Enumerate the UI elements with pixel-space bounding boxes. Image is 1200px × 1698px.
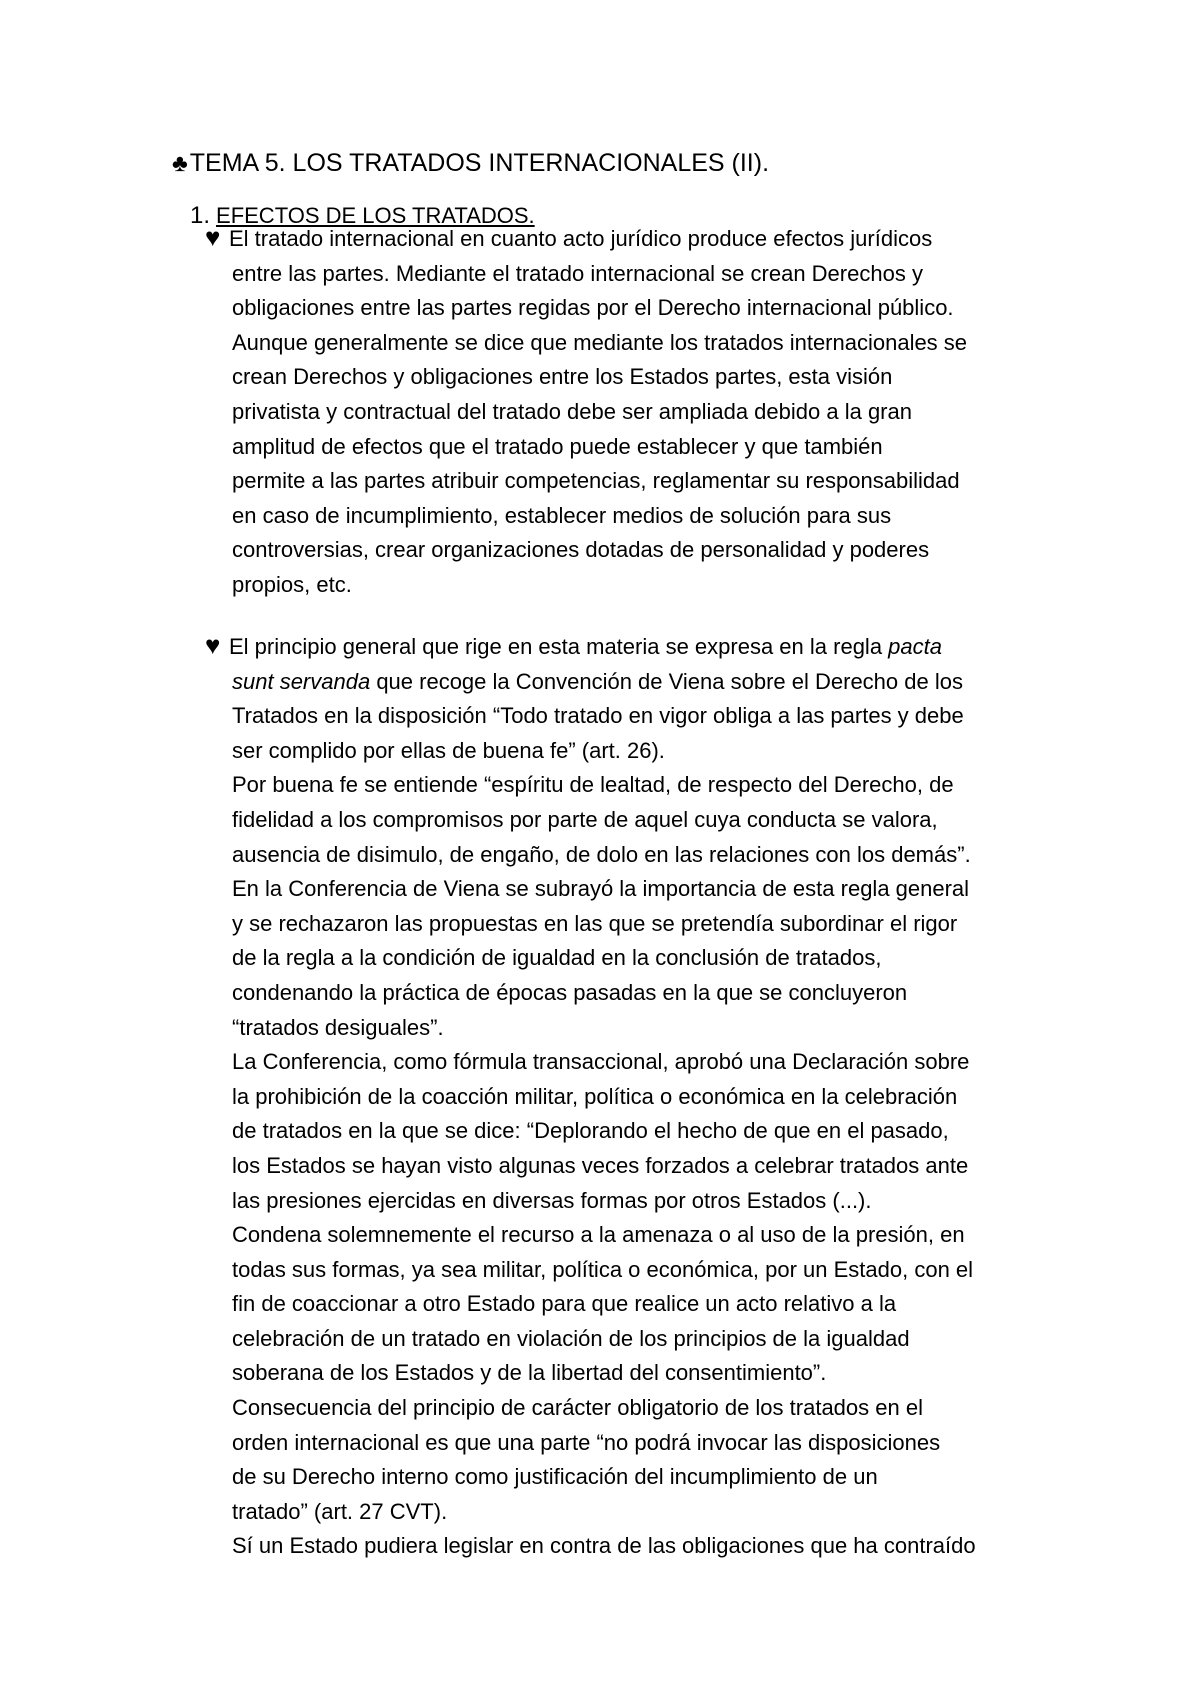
text-line: celebración de un tratado en violación de los principios de la igualdad (232, 1325, 910, 1351)
text-line: tratado” (art. 27 CVT). (232, 1498, 448, 1524)
text-line: controversias, crear organizaciones dotadas de personalidad y poderes (232, 537, 930, 563)
text-line: propios, etc. (232, 571, 352, 597)
title-text: TEMA 5. LOS TRATADOS INTERNACIONALES (II). (189, 149, 770, 177)
text-line: condenando la práctica de épocas pasadas en la que se concluyeron (232, 979, 908, 1005)
text-line: Consecuencia del principio de carácter obligatorio de los tratados en el (232, 1395, 923, 1421)
text-run: que recoge la Convención de Viena sobre el Derecho de los (370, 668, 963, 694)
text-run: El principio general que rige en esta materia se expresa en la regla (229, 634, 889, 659)
text-line: Aunque generalmente se dice que mediante los tratados internacionales se (232, 329, 968, 355)
text-line: soberana de los Estados y de la libertad del consentimiento”. (232, 1360, 827, 1386)
section-number: 1. (190, 202, 211, 229)
text-line: ausencia de disimulo, de engaño, de dolo en las relaciones con los demás”. (232, 841, 971, 867)
text-line: Sí un Estado pudiera legislar en contra de las obligaciones que ha contraído (232, 1533, 976, 1559)
text-line: orden internacional es que una parte “no podrá invocar las disposiciones (232, 1429, 941, 1455)
italic-phrase: sunt servanda (232, 668, 371, 694)
text-line: ser complido por ellas de buena fe” (art. 26). (232, 737, 665, 763)
text-line: entre las partes. Mediante el tratado internacional se crean Derechos y (232, 260, 923, 286)
text-line: Condena solemnemente el recurso a la amenaza o al uso de la presión, en (232, 1222, 965, 1248)
text-line: los Estados se hayan visto algunas veces forzados a celebrar tratados ante (232, 1152, 969, 1178)
text-line: privatista y contractual del tratado debe ser ampliada debido a la gran (232, 398, 912, 424)
text-line: amplitud de efectos que el tratado puede establecer y que también (232, 433, 883, 459)
paragraph-1 (205, 222, 1085, 603)
text-line (232, 665, 1085, 700)
heart-bullet-icon: ♥ (205, 222, 221, 252)
text-line: Tratados en la disposición “Todo tratado en vigor obliga a las partes y debe (232, 703, 964, 729)
text-line: En la Conferencia de Viena se subrayó la importancia de esta regla general (232, 876, 970, 902)
document-title (172, 146, 769, 181)
text-line: crean Derechos y obligaciones entre los Estados partes, esta visión (232, 364, 893, 390)
paragraph-2-lines (229, 630, 1085, 1564)
text-line: fidelidad a los compromisos por parte de aquel cuya conducta se valora, (232, 806, 938, 832)
heart-bullet-icon: ♥ (205, 630, 221, 660)
text-line: de la regla a la condición de igualdad en la conclusión de tratados, (232, 945, 882, 971)
text-line: obligaciones entre las partes regidas por el Derecho internacional público. (232, 295, 954, 321)
text-line: en caso de incumplimiento, establecer medios de solución para sus (232, 502, 892, 528)
section-title: EFECTOS DE LOS TRATADOS. (216, 203, 535, 228)
text-line: La Conferencia, como fórmula transaccional, aprobó una Declaración sobre (232, 1049, 970, 1075)
text-line: Por buena fe se entiende “espíritu de lealtad, de respecto del Derecho, de (232, 772, 954, 798)
text-line: las presiones ejercidas en diversas formas por otros Estados (...). (232, 1187, 872, 1213)
text-line: la prohibición de la coacción militar, política o económica en la celebración (232, 1083, 958, 1109)
club-icon: ♣ (172, 150, 188, 177)
text-line: permite a las partes atribuir competencias, reglamentar su responsabilidad (232, 468, 960, 494)
italic-phrase: pacta (888, 634, 942, 659)
text-line: El tratado internacional en cuanto acto jurídico produce efectos jurídicos (229, 226, 933, 251)
text-line: de tratados en la que se dice: “Deplorando el hecho de que en el pasado, (232, 1118, 949, 1144)
text-line (229, 630, 1085, 665)
text-line: de su Derecho interno como justificación del incumplimiento de un (232, 1464, 878, 1490)
paragraph-2 (205, 630, 1085, 1564)
text-line: y se rechazaron las propuestas en las que se pretendía subordinar el rigor (232, 910, 958, 936)
text-line: fin de coaccionar a otro Estado para que realice un acto relativo a la (232, 1291, 897, 1317)
text-line: “tratados desiguales”. (232, 1014, 444, 1040)
text-line: todas sus formas, ya sea militar, política o económica, por un Estado, con el (232, 1256, 974, 1282)
paragraph-1-lines (229, 222, 1085, 603)
